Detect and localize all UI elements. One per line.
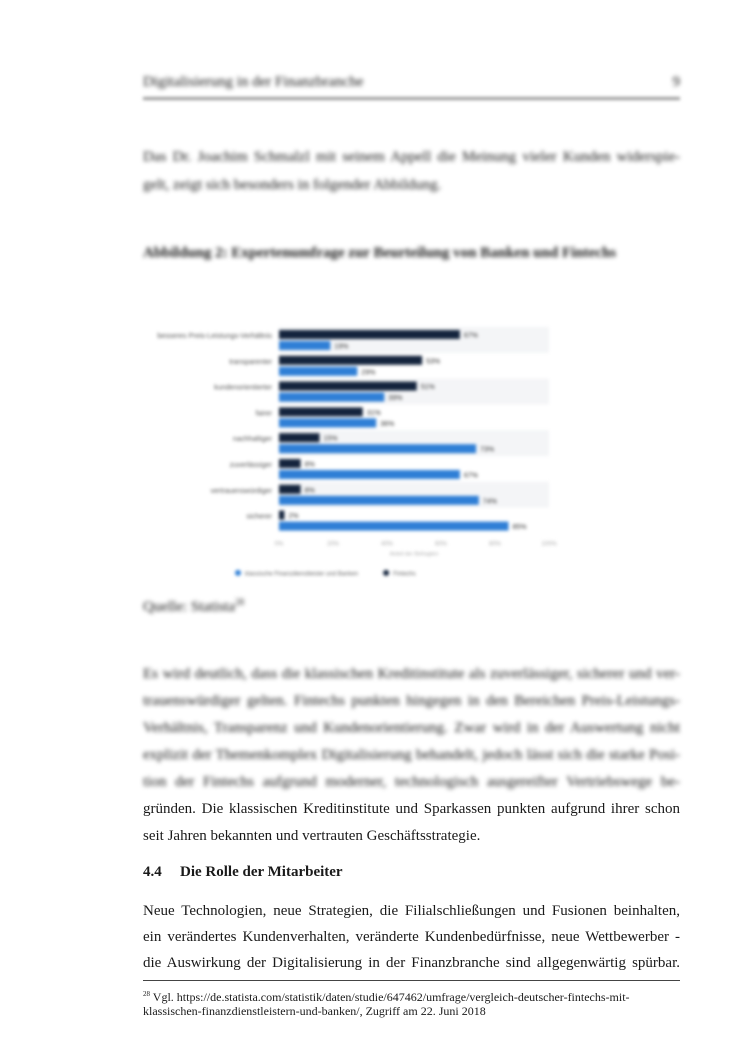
footnote-number: 28 xyxy=(143,990,150,998)
body-line: gründen. Die klassischen Kreditinstitute und Sparkassen punkten aufgrund ihrer schon xyxy=(143,801,680,817)
tick-label: 80% xyxy=(488,541,502,548)
footnote xyxy=(143,987,683,1018)
body-line: explizit der Themenkomplex Digitalisierung behandelt, jedoch lässt sich die starke Posi- xyxy=(143,747,680,763)
category-label: vertrauenswürdiger xyxy=(210,485,272,495)
x-axis-label: Anteil der Befragten xyxy=(389,551,439,558)
bar xyxy=(279,433,320,442)
bar xyxy=(279,330,460,339)
body-sharp-lines xyxy=(143,796,680,850)
section-line: die Auswirkung der Digitalisierung in der Finanzbranche sind allgegenwärtig spürbar. xyxy=(143,955,680,971)
data-label: 29% xyxy=(361,369,376,377)
source-footnote-ref: 28 xyxy=(235,597,245,607)
body-line: seit Jahren bekannten und vertrauten Geschäftsstrategie. xyxy=(143,828,481,844)
bar xyxy=(279,341,330,350)
legend-label: Fintechs xyxy=(393,571,416,578)
source-text: Quelle: Statista xyxy=(143,599,236,615)
page-number: 9 xyxy=(672,74,680,90)
footnote-rule xyxy=(143,980,680,981)
header-rule xyxy=(143,97,680,100)
section-paragraph xyxy=(143,898,680,976)
legend-label: klassische Finanzdienstleister und Banken xyxy=(245,571,359,578)
data-label: 31% xyxy=(366,409,381,417)
category-label: fairer xyxy=(255,408,272,418)
chart-svg xyxy=(140,322,560,594)
bar xyxy=(279,407,363,416)
data-label: 73% xyxy=(480,446,495,454)
data-label: 67% xyxy=(463,332,478,340)
data-label: 2% xyxy=(288,513,299,521)
data-label: 39% xyxy=(388,395,403,403)
bar-chart xyxy=(140,322,560,594)
data-label: 67% xyxy=(463,472,478,480)
header-title: Digitalisierung in der Finanzbranche xyxy=(143,74,364,90)
bar xyxy=(279,393,384,402)
data-label: 8% xyxy=(304,461,315,469)
section-number: 4.4 xyxy=(143,864,162,880)
footnote-line: klassischen-finanzdienstleistern-und-banken/, Zugriff am 22. Juni 2018 xyxy=(143,1004,486,1018)
section-line: ein verändertes Kundenverhalten, veränderte Kundenbedürfnisse, neue Wettbewerber - xyxy=(143,929,680,945)
category-label: transparenter xyxy=(229,356,272,366)
data-label: 36% xyxy=(380,420,395,428)
bar xyxy=(279,459,301,468)
section-heading xyxy=(143,864,343,881)
bar xyxy=(279,470,460,479)
tick-label: 20% xyxy=(326,541,340,548)
data-label: 15% xyxy=(323,435,338,443)
bar xyxy=(279,356,422,365)
bar xyxy=(279,522,509,531)
category-label: zuverlässiger xyxy=(229,460,272,469)
category-label: sicherer xyxy=(246,511,272,521)
tick-label: 40% xyxy=(380,541,394,548)
data-label: 8% xyxy=(304,487,315,495)
bar xyxy=(279,382,417,391)
body-paragraph xyxy=(143,661,680,850)
tick-label: 0% xyxy=(274,541,284,548)
intro-line: gelt, zeigt sich besonders in folgender Abbildung. xyxy=(143,177,442,193)
body-line: tion der Fintechs aufgrund moderner, technologisch ausgereifter Vertriebswege be- xyxy=(143,774,680,790)
legend-marker xyxy=(235,570,241,576)
running-header xyxy=(143,74,680,96)
bar xyxy=(279,496,479,505)
tick-label: 60% xyxy=(434,541,448,548)
body-line: Verhältnis, Transparenz und Kundenorientierung. Zwar wird in der Auswertung nicht xyxy=(143,720,680,736)
body-line: trauenswürdiger gelten. Fintechs punkten hingegen in den Bereichen Preis-Leistungs- xyxy=(143,693,680,709)
bar xyxy=(279,418,376,427)
section-title: Die Rolle der Mitarbeiter xyxy=(180,864,343,880)
data-label: 74% xyxy=(482,498,497,506)
legend-marker xyxy=(383,570,389,576)
bar xyxy=(279,511,284,520)
bar xyxy=(279,444,476,453)
section-line: Neue Technologien, neue Strategien, die Filialschließungen und Fusionen beinhalten, xyxy=(143,903,680,919)
bar xyxy=(279,485,301,494)
figure-source xyxy=(143,597,244,616)
category-label: nachhaltiger xyxy=(232,434,272,444)
intro-paragraph xyxy=(143,143,680,199)
data-label: 85% xyxy=(512,524,527,532)
category-label: kundenorientierter xyxy=(214,382,272,392)
category-label: besseres Preis-Leistungs-Verhältnis xyxy=(157,331,272,340)
body-line: Es wird deutlich, dass die klassischen Kreditinstitute als zuverlässiger, sicherer und ver- xyxy=(143,666,680,682)
intro-line: Das Dr. Joachim Schmalzl mit seinem Appell die Meinung vieler Kunden widerspie- xyxy=(143,149,680,165)
data-label: 53% xyxy=(426,358,441,366)
bar xyxy=(279,367,357,376)
data-label: 51% xyxy=(420,384,435,392)
footnote-line: Vgl. https://de.statista.com/statistik/daten/studie/647462/umfrage/vergleich-deutscher-fintechs-mit- xyxy=(150,990,630,1004)
data-label: 19% xyxy=(334,343,349,351)
body-blurred-lines xyxy=(143,661,680,796)
tick-label: 100% xyxy=(541,541,557,548)
figure-caption: Abbildung 2: Expertenumfrage zur Beurteilung von Banken und Fintechs xyxy=(143,245,617,261)
